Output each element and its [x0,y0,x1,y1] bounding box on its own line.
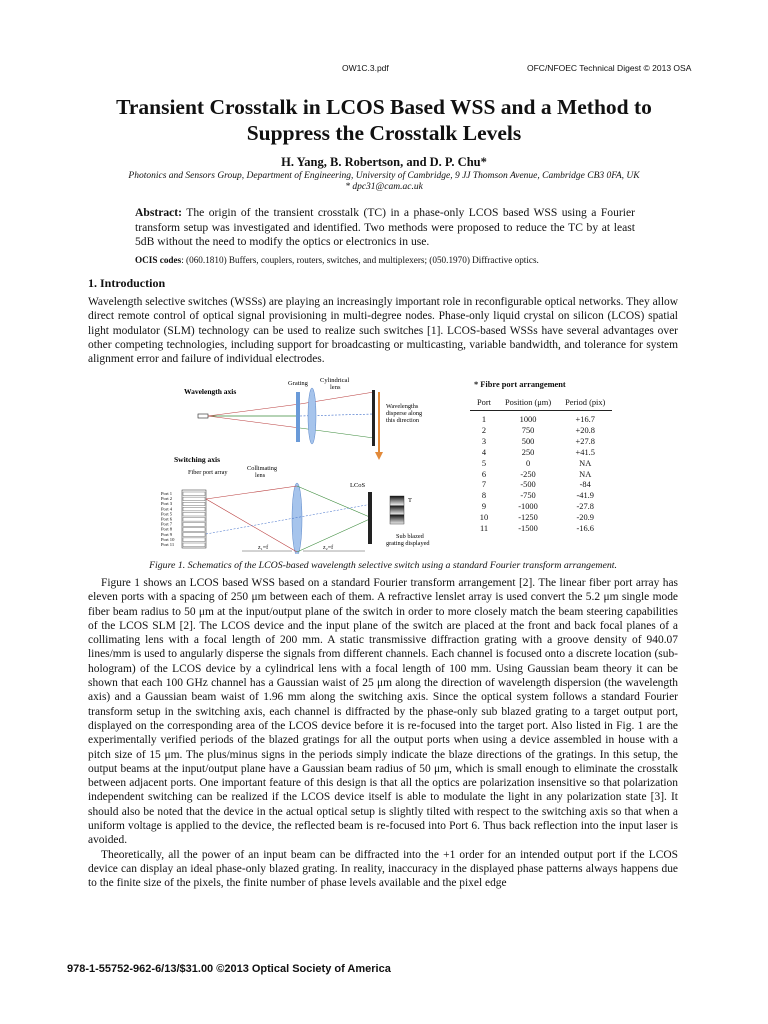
fiber-port [183,512,205,516]
port-label: Port 11 [161,542,175,547]
port-table-header [470,398,612,411]
section-heading-introduction: 1. Introduction [88,276,166,290]
beam-bot-1 [206,486,297,499]
title-line-2: Suppress the Crosstalk Levels [246,121,522,145]
header-digest: OFC/NFOEC Technical Digest © 2013 OSA [527,63,692,73]
fiber-port [183,528,205,532]
intro-text: Wavelength selective switches (WSSs) are playing an increasingly important role in reconfigurable optical networks. They allow direct remote control of optical signal provisioning in multi-degree nodes. Phase-only liquid crystal on silicon (LCOS) spatial light modulator (SLM) technology can be used to realize such switches [1]. LCOS-based WSSs have several advantages over other competing technologies, including support for broadcasting or multicasting, variable bandwidth, and tolerance for system alignment error and failure of individual electrodes. [88,296,678,366]
port-table-row [470,480,612,491]
fiber-port [183,523,205,527]
port-label: Port 5 [161,511,173,517]
collimating-lens [292,483,302,554]
port-table-cell: 6 [481,469,487,479]
figure-caption: Figure 1. Schematics of the LCOS-based wavelength selective switch using a standard Fourier transform arrangement. [149,560,617,571]
affiliation: Photonics and Sensors Group, Department of Engineering, University of Cambridge, 9 JJ Thomson Avenue, Cambridge CB3 0FA, UK [128,171,640,181]
fiber-port [183,518,205,522]
port-table-cell: 750 [521,425,535,435]
port-table-block [470,380,680,535]
port-table-cell: 3 [481,436,487,446]
port-table [470,398,612,535]
fiber-port [183,543,205,547]
label-collimating-2: lens [255,472,266,479]
label-collimating-1: Collimating [247,465,278,472]
port-table-cell: 1 [481,415,487,424]
wss-schematic-svg [160,374,460,554]
label-cylindrical-1: Cylindrical [320,377,350,384]
affiliation-block [60,171,708,193]
port-table-row [470,459,612,470]
port-table-cell: -1250 [518,513,538,523]
port-label: Port 6 [161,516,173,522]
beam-bot-3 [297,486,372,518]
label-sub-blazed-2: grating displayed [386,540,430,547]
label-cylindrical-2: lens [330,384,341,391]
port-label: Port 8 [161,526,173,532]
port-table-row [470,524,612,535]
port-table-header-cell: Port [470,398,498,411]
label-f1: z₁=f [258,545,269,551]
label-wavelengths-1: Wavelengths [386,403,419,410]
cylindrical-lens [308,388,316,444]
port-label-group [161,491,205,547]
ocis-text: : (060.1810) Buffers, couplers, routers, switches, and multiplexers; (050.1970) Diffractive optics. [181,255,539,265]
port-table-cell: +20.8 [575,425,595,435]
port-table-header-cell: Position (μm) [498,398,558,411]
port-table-cell: 10 [479,513,489,523]
email: * dpc31@cam.ac.uk [345,182,423,192]
port-table-row [470,437,612,448]
port-table-cell: 8 [481,491,487,501]
body-paragraph-2: Theoretically, all the power of an input beam can be diffracted into the +1 order for an intended output port if the LCOS device can display an ideal phase-only blazed grating. In reality, inaccuracy in the displayed phase patterns always happens due to the finite size of the pixels, the finite number of phase levels available and the pixel edge [88,848,678,890]
port-table-cell: 11 [479,524,489,534]
title-line-1: Transient Crosstalk in LCOS Based WSS and a Method to [116,95,652,119]
port-table-row [470,448,612,459]
port-table-cell: -41.9 [576,491,594,501]
port-label: Port 10 [161,536,175,542]
fiber-port [183,492,205,496]
port-table-cell: 9 [481,502,487,512]
label-grating: Grating [288,380,308,387]
ocis-label: OCIS codes [135,255,182,265]
port-table-row [470,513,612,524]
body-paragraph-1: Figure 1 shows an LCOS based WSS based on a standard Fourier transform arrangement [2]. The linear fiber port array has eleven ports with a spacing of 250 μm between each of them. A refractive lenslet array is used convert the 5.2 μm single mode fiber beam radius to 50 μm at the input/output plane of the switch in order to more closely match the beam steering capabilities of the LCOS SLM [2]. The LCOS device and the input plane of the switch are placed at the front and back focal planes of a collimating lens with a focal length of 200 mm. A static transmissive diffraction grating with a groove density of 940.07 lines/mm is used to angularly disperse the signals from different channels. Each channel is focused onto a discrete location (sub-hologram) of the LCOS device by a cylindrical lens with a focal length of 100 mm. Using Gaussian beam theory it can be shown that each 100 GHz channel has a Gaussian waist of 25 μm along the direction of wavelength dispersion (the wavelength axis) and a Gaussian beam waist of 1.96 mm along the switching axis. Since the optical system follows a standard Fourier transform setup in the switching axis, each channel is diffracted by the phase-only sub blazed grating to a target output port, displayed on the corresponding area of the LCOS device before it is re-focused into the target port. Also listed in Fig. 1 are the experimentally verified periods of the blazed gratings for all the output ports when using a device assembled in house with a pitch size of 15 μm. The plus/minus signs in the periods simply indicate the blaze directions of the gratings. In this setup, the output beams at the input/output plane have a Gaussian beam radius of 50 μm, which is small enough to eliminate the crosstalk between adjacent ports. One important feature of this design is that all the optics are polarization insensitive so that polarization independent switching can be realized if the LCOS device itself is able to modulate the light in any polarization state [3]. It should also be noted that the device in the actual optical setup is slightly tilted with respect to the switching axis so that when a uniform voltage is applied to the device, the reflected beam is re-focused into Port 6. Thus back reflection into the input laser is avoided. [88,577,678,847]
port-label: Port 7 [161,521,173,527]
label-wavelengths-3: this direction [386,417,420,424]
paper-title [60,94,708,146]
port-table-body [470,411,612,535]
port-table-row [470,491,612,502]
port-table-cell: -84 [579,480,591,490]
port-table-row [470,426,612,437]
port-label: Port 2 [161,496,173,502]
port-table-cell: 2 [481,425,487,435]
label-switching-axis: Switching axis [174,455,221,464]
label-t: T [408,497,412,504]
port-label: Port 1 [161,491,173,496]
abstract [135,206,635,250]
beam-bot-2 [206,499,297,552]
label-sub-blazed-1: Sub blazed [396,533,424,540]
port-table-title: * Fibre port arrangement [474,380,566,389]
abstract-text: The origin of the transient crosstalk (TC) in a phase-only LCOS based WSS using a Fourier transform setup was investigated and identified. Two methods were proposed to reduce the TC by at least 5dB without the need to modify the optics or electronics in use. [135,206,635,248]
fiber-port [183,507,205,511]
label-wavelengths-2: disperse along [386,410,423,417]
sub-blazed-grating [390,496,404,524]
authors: H. Yang, B. Robertson, and D. P. Chu* [281,155,487,169]
figure-schematic [160,374,460,554]
port-table-cell: -20.9 [576,513,594,523]
port-table-cell: 5 [481,458,487,468]
fiber-port [183,538,205,542]
port-table-cell: +16.7 [575,415,595,424]
port-label: Port 4 [161,506,173,512]
fiber-port-array [182,490,206,548]
port-table-cell: 250 [521,447,535,457]
fiber-input-top [198,414,208,418]
port-label: Port 3 [161,501,173,507]
footer-copyright: 978-1-55752-962-6/13/$31.00 ©2013 Optical Society of America [67,963,391,975]
abstract-label: Abstract: [135,206,183,219]
port-table-cell: 7 [481,480,487,490]
port-table-cell: -750 [520,491,536,501]
port-table-header-cell: Period (pix) [558,398,612,411]
intro-paragraph [88,295,678,366]
dispersion-arrowhead [375,452,383,460]
port-table-row [470,502,612,513]
label-lcos: LCoS [350,482,366,489]
port-table-cell: -27.8 [576,502,594,512]
port-table-cell: +27.8 [575,436,595,446]
port-table-cell: 500 [521,436,535,446]
ocis-codes [135,255,695,265]
label-fiber-port-array: Fiber port array [188,469,228,476]
beam-bot-4 [297,518,372,552]
body-text [88,576,678,891]
fiber-port [183,497,205,501]
port-table-cell: -16.6 [576,524,594,534]
beam-top-red-2 [208,416,300,428]
port-table-row [470,411,612,426]
port-table-cell: -250 [520,469,536,479]
port-table-row [470,470,612,481]
beam-top-red-1 [208,404,300,416]
fiber-port [183,533,205,537]
lcos-top [372,390,375,446]
port-table-cell: NA [579,458,592,468]
port-table-cell: +41.5 [575,447,595,457]
grating-element [296,392,300,442]
port-table-cell: -500 [520,480,536,490]
port-table-cell: 1000 [519,415,537,424]
port-table-cell: 4 [481,447,487,457]
port-table-cell: -1500 [518,524,538,534]
header-filename: OW1C.3.pdf [342,63,389,73]
port-table-cell: 0 [525,458,531,468]
fiber-port [183,502,205,506]
port-label: Port 9 [161,531,173,537]
port-table-cell: NA [579,469,592,479]
lcos-bottom [368,492,372,544]
label-wavelength-axis: Wavelength axis [184,387,237,396]
port-table-cell: -1000 [518,502,538,512]
label-f2: z₂=f [323,545,334,551]
